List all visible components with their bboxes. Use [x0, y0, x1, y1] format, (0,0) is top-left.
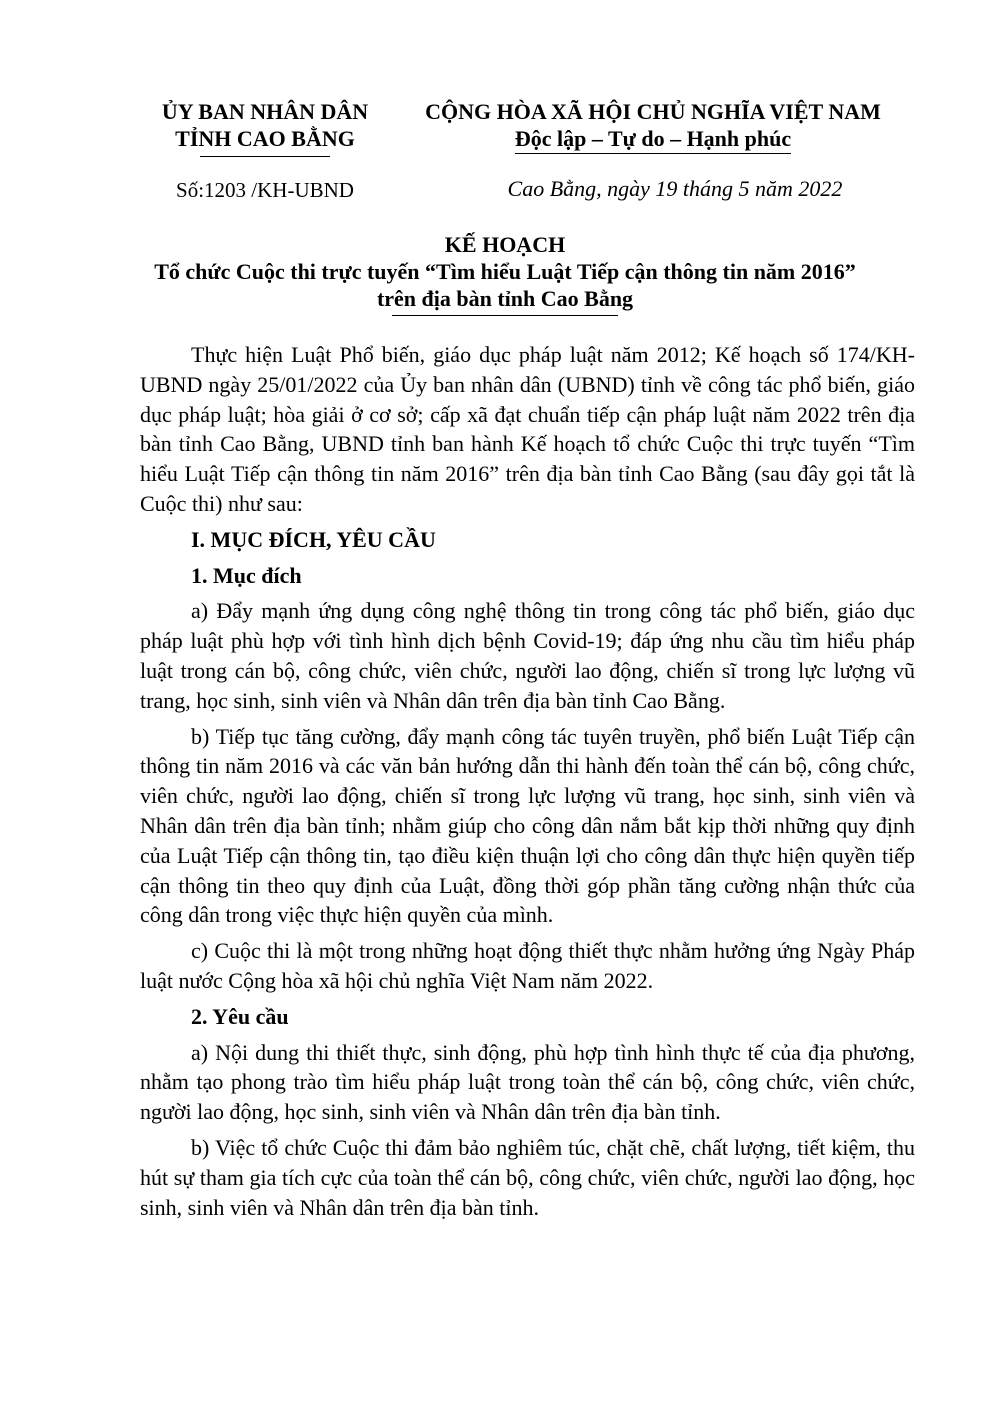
- paragraph-2b: b) Việc tổ chức Cuộc thi đảm bảo nghiêm túc, chặt chẽ, chất lượng, tiết kiệm, thu hút sự tham gia tích cực của toàn thể cán bộ, công chức, viên chức, người lao động, học sinh, sinh viên và Nhân dân trên địa bàn tỉnh.: [140, 1134, 915, 1220]
- place-date: Cao Bằng, ngày 19 tháng 5 năm 2022: [507, 176, 843, 201]
- title-line-2: Tổ chức Cuộc thi trực tuyến “Tìm hiểu Luật Tiếp cận thông tin năm 2016”: [154, 259, 856, 284]
- issuing-authority: [160, 98, 370, 157]
- authority-line-1: ỦY BAN NHÂN DÂN: [161, 99, 369, 124]
- paragraph-1b: b) Tiếp tục tăng cường, đẩy mạnh công tác tuyên truyền, phổ biến Luật Tiếp cận thông tin năm 2016 và các văn bản hướng dẫn thi hành đến toàn thể cán bộ, công chức, viên chức, người lao động, chiến sĩ trong lực lượng vũ trang, học sinh, sinh viên và Nhân dân trên địa bàn tỉnh; nhằm giúp cho công dân nắm bắt kịp thời những quy định của Luật Tiếp cận thông tin, tạo điều kiện thuận lợi cho công dân thực hiện quyền tiếp cận thông tin theo quy định của Luật, đồng thời góp phần tăng cường nhận thức của công dân trong việc thực hiện quyền của mình.: [140, 723, 915, 928]
- authority-underline: [200, 156, 330, 157]
- document-body: [140, 340, 915, 1228]
- title-line-1: KẾ HOẠCH: [444, 232, 566, 257]
- paragraph-1a: a) Đẩy mạnh ứng dụng công nghệ thông tin trong công tác phổ biến, giáo dục pháp luật phù hợp với tình hình dịch bệnh Covid-19; đáp ứng nhu cầu tìm hiểu pháp luật trong cán bộ, công chức, viên chức, người lao động, chiến sĩ trong lực lượng vũ trang, học sinh, sinh viên và Nhân dân trên địa bàn tỉnh Cao Bằng.: [140, 598, 915, 713]
- national-motto: Độc lập – Tự do – Hạnh phúc: [515, 125, 791, 154]
- subsection-heading-requirements: 2. Yêu cầu: [191, 1003, 289, 1029]
- national-title: [418, 98, 888, 154]
- paragraph-1c: c) Cuộc thi là một trong những hoạt động thiết thực nhằm hưởng ứng Ngày Pháp luật nước Cộng hòa xã hội chủ nghĩa Việt Nam năm 2022.: [140, 938, 915, 993]
- document-number: Số:1203 /KH-UBND: [176, 178, 354, 202]
- country-name: CỘNG HÒA XÃ HỘI CHỦ NGHĨA VIỆT NAM: [425, 99, 881, 124]
- title-underline: [392, 315, 618, 316]
- title-line-3: trên địa bàn tỉnh Cao Bằng: [376, 286, 634, 311]
- document-title: [90, 231, 920, 316]
- intro-paragraph: Thực hiện Luật Phổ biến, giáo dục pháp luật năm 2012; Kế hoạch số 174/KH-UBND ngày 25/01/2022 của Ủy ban nhân dân (UBND) tỉnh về công tác phổ biến, giáo dục pháp luật; hòa giải ở cơ sở; cấp xã đạt chuẩn tiếp cận pháp luật năm 2022 trên địa bàn tỉnh Cao Bằng, UBND tỉnh ban hành Kế hoạch tổ chức Cuộc thi trực tuyến “Tìm hiểu Luật Tiếp cận thông tin năm 2016” trên địa bàn tỉnh Cao Bằng (sau đây gọi tắt là Cuộc thi) như sau:: [140, 342, 915, 516]
- subsection-heading-purpose: 1. Mục đích: [191, 562, 302, 588]
- section-heading-1: I. MỤC ĐÍCH, YÊU CẦU: [191, 526, 436, 552]
- paragraph-2a: a) Nội dung thi thiết thực, sinh động, phù hợp tình hình thực tế của địa phương, nhằm tạo phong trào tìm hiểu pháp luật trong toàn thể cán bộ, công chức, viên chức, người lao động, học sinh, sinh viên và Nhân dân trên địa bàn tỉnh.: [140, 1039, 915, 1125]
- authority-line-2: TỈNH CAO BẰNG: [175, 126, 355, 151]
